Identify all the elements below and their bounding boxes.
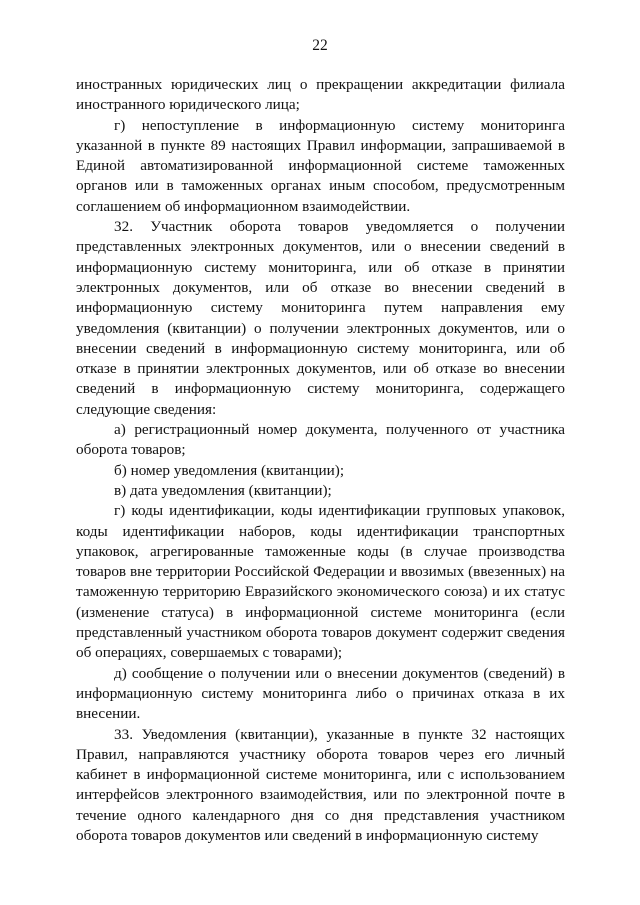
paragraph-item-a: а) регистрационный номер документа, полученного от участника оборота товаров; (76, 421, 565, 459)
page-number: 22 (312, 37, 328, 54)
paragraph-item-d: д) сообщение о получении или о внесении документов (сведений) в информационную систему мониторинга либо о причинах отказа в их внесении. (76, 664, 565, 723)
paragraph-item-g-nonreceipt: г) непоступление в информационную систему мониторинга указанной в пункте 89 настоящих Правил информации, запрашиваемой в Единой автоматизированной информационной системе таможенных органов или в таможенных органах иным способом, предусмотренным соглашением об информационном взаимодействии. (76, 116, 565, 215)
paragraph-item-b: б) номер уведомления (квитанции); (114, 461, 345, 479)
paragraph-33: 33. Уведомления (квитанции), указанные в пункте 32 настоящих Правил, направляются участнику оборота товаров через его личный кабинет в информационной системе мониторинга, или с использованием интерфейсов электронного взаимодействия, или по электронной почте в течение одного календарного дня со дня представления участником оборота товаров документов или сведений в информационную систему (76, 725, 565, 844)
document-body (76, 75, 565, 846)
paragraph-32: 32. Участник оборота товаров уведомляется о получении представленных электронных документов, или о внесении сведений в информационную систему мониторинга, или об отказе в принятии электронных документов, или об отказе во внесении сведений в информационную систему мониторинга путем направления ему уведомления (квитанции) о получении электронных документов, или о внесении сведений в информационную систему мониторинга, или об отказе в принятии электронных документов, или об отказе во внесении сведений в информационную систему мониторинга, содержащего следующие сведения: (76, 218, 565, 418)
paragraph-item-v: в) дата уведомления (квитанции); (114, 481, 332, 499)
paragraph-continuation: иностранных юридических лиц о прекращении аккредитации филиала иностранного юридического лица; (76, 76, 565, 114)
paragraph-item-g-codes: г) коды идентификации, коды идентификации групповых упаковок, коды идентификации наборов, коды идентификации транспортных упаковок, агрегированные таможенные коды (в случае производства товаров вне территории Российской Федерации и ввозимых (ввезенных) на таможенную территорию Евразийского экономического союза) и их статус (изменение статуса) в информационной системе мониторинга (если представленный участником оборота товаров документ содержит сведения об операциях, совершаемых с товарами); (76, 502, 565, 662)
